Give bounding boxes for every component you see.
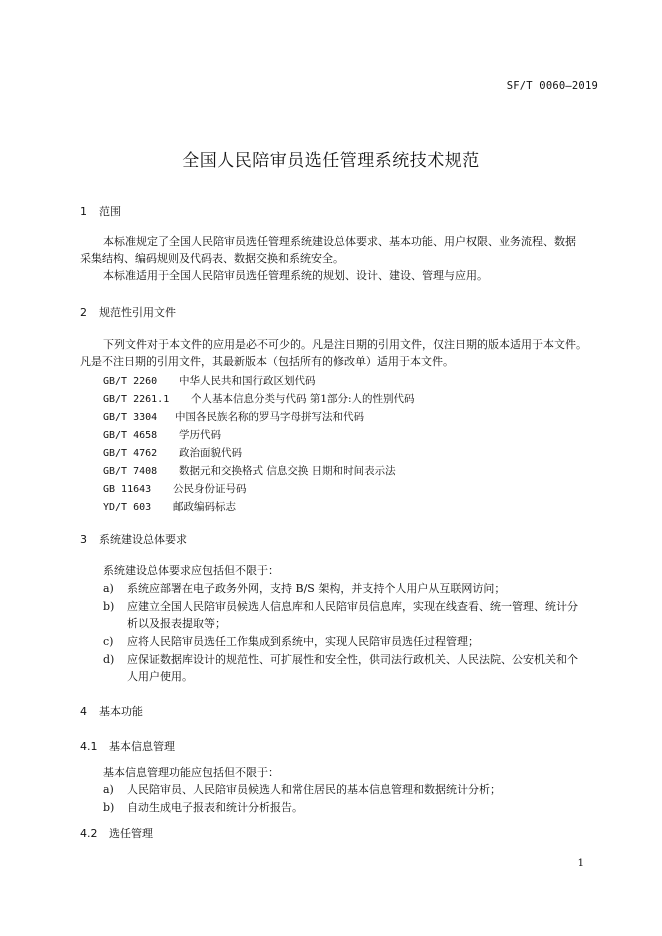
reference-code: GB/T 4762: [103, 448, 158, 459]
section-1-number: 1: [80, 205, 87, 218]
page-number: 1: [577, 858, 584, 869]
reference-code: GB 11643: [103, 484, 152, 495]
subsection-4-1-title: 基本信息管理: [109, 740, 175, 753]
list-item: [103, 780, 501, 799]
reference-item: [103, 427, 221, 442]
reference-item: [103, 499, 236, 514]
subsection-4-2-title: 选任管理: [109, 827, 153, 840]
document-title: 全国人民陪审员选任管理系统技术规范: [182, 151, 480, 171]
document-code: SF/T 0060—2019: [506, 80, 598, 92]
reference-code: GB/T 2260: [103, 376, 158, 387]
list-item: [103, 597, 578, 616]
reference-name: 中华人民共和国行政区划代码: [179, 375, 316, 387]
reference-item: [103, 409, 364, 424]
section-3-intro: 系统建设总体要求应包括但不限于：: [103, 564, 279, 577]
section-2-title: 规范性引用文件: [99, 306, 176, 319]
reference-name: 数据元和交换格式 信息交换 日期和时间表示法: [179, 465, 396, 477]
section-4-heading: [80, 703, 143, 719]
list-item: [103, 632, 479, 651]
list-marker: d): [103, 653, 115, 666]
subsection-4-1-intro: 基本信息管理功能应包括但不限于：: [103, 766, 279, 779]
section-4-title: 基本功能: [99, 705, 143, 718]
reference-code: GB/T 7408: [103, 466, 158, 477]
list-marker: c): [103, 635, 114, 648]
list-marker: a): [103, 582, 114, 595]
reference-name: 学历代码: [179, 429, 221, 441]
reference-name: 个人基本信息分类与代码 第1部分:人的性别代码: [191, 393, 415, 405]
subsection-4-2-number: 4.2: [80, 827, 98, 840]
section-3-title: 系统建设总体要求: [99, 533, 187, 546]
list-item: [103, 650, 578, 669]
list-text: 人民陪审员、人民陪审员候选人和常住居民的基本信息管理和数据统计分析；: [127, 783, 501, 796]
section-3-number: 3: [80, 533, 87, 546]
list-marker: b): [103, 801, 115, 814]
section-2-para-line2: 凡是不注日期的引用文件，其最新版本（包括所有的修改单）适用于本文件。: [80, 355, 454, 368]
subsection-4-1-number: 4.1: [80, 740, 98, 753]
section-1-heading: [80, 203, 121, 219]
section-1-para1-line1: 本标准规定了全国人民陪审员选任管理系统建设总体要求、基本功能、用户权限、业务流程、数据: [103, 235, 576, 248]
list-text: 应保证数据库设计的规范性、可扩展性和安全性，供司法行政机关、人民法院、公安机关和个: [127, 653, 578, 666]
list-marker: b): [103, 600, 115, 613]
section-2-para-line1: 下列文件对于本文件的应用是必不可少的。凡是注日期的引用文件，仅注日期的版本适用于本文件。: [103, 338, 587, 351]
reference-name: 邮政编码标志: [173, 501, 236, 513]
section-4-number: 4: [80, 705, 87, 718]
reference-item: [103, 391, 415, 406]
reference-code: YD/T 603: [103, 502, 152, 513]
list-text-continued: 人用户使用。: [127, 670, 193, 683]
list-item: [103, 798, 303, 817]
reference-code: GB/T 2261.1: [103, 394, 170, 405]
list-marker: a): [103, 783, 114, 796]
reference-name: 政治面貌代码: [179, 447, 242, 459]
subsection-4-2-heading: [80, 825, 153, 841]
section-2-heading: [80, 304, 176, 320]
reference-item: [103, 481, 247, 496]
reference-item: [103, 445, 242, 460]
reference-item: [103, 373, 316, 388]
reference-name: 中国各民族名称的罗马字母拼写法和代码: [175, 411, 364, 423]
list-text: 应将人民陪审员选任工作集成到系统中，实现人民陪审员选任过程管理；: [127, 635, 479, 648]
reference-name: 公民身份证号码: [173, 483, 247, 495]
subsection-4-1-heading: [80, 738, 175, 754]
reference-code: GB/T 4658: [103, 430, 158, 441]
list-text: 系统应部署在电子政务外网，支持 B/S 架构，并支持个人用户从互联网访问；: [127, 582, 506, 595]
section-1-title: 范围: [99, 205, 121, 218]
section-1-para1-line2: 采集结构、编码规则及代码表、数据交换和系统安全。: [80, 252, 344, 265]
list-item: [103, 579, 505, 598]
list-text: 应建立全国人民陪审员候选人信息库和人民陪审员信息库，实现在线查看、统一管理、统计分: [127, 600, 578, 613]
list-text: 自动生成电子报表和统计分析报告。: [127, 801, 303, 814]
section-3-heading: [80, 531, 187, 547]
section-1-para2: 本标准适用于全国人民陪审员选任管理系统的规划、设计、建设、管理与应用。: [103, 269, 488, 282]
section-2-number: 2: [80, 306, 87, 319]
list-text-continued: 析以及报表提取等；: [127, 617, 226, 630]
reference-item: [103, 463, 396, 478]
reference-code: GB/T 3304: [103, 412, 158, 423]
